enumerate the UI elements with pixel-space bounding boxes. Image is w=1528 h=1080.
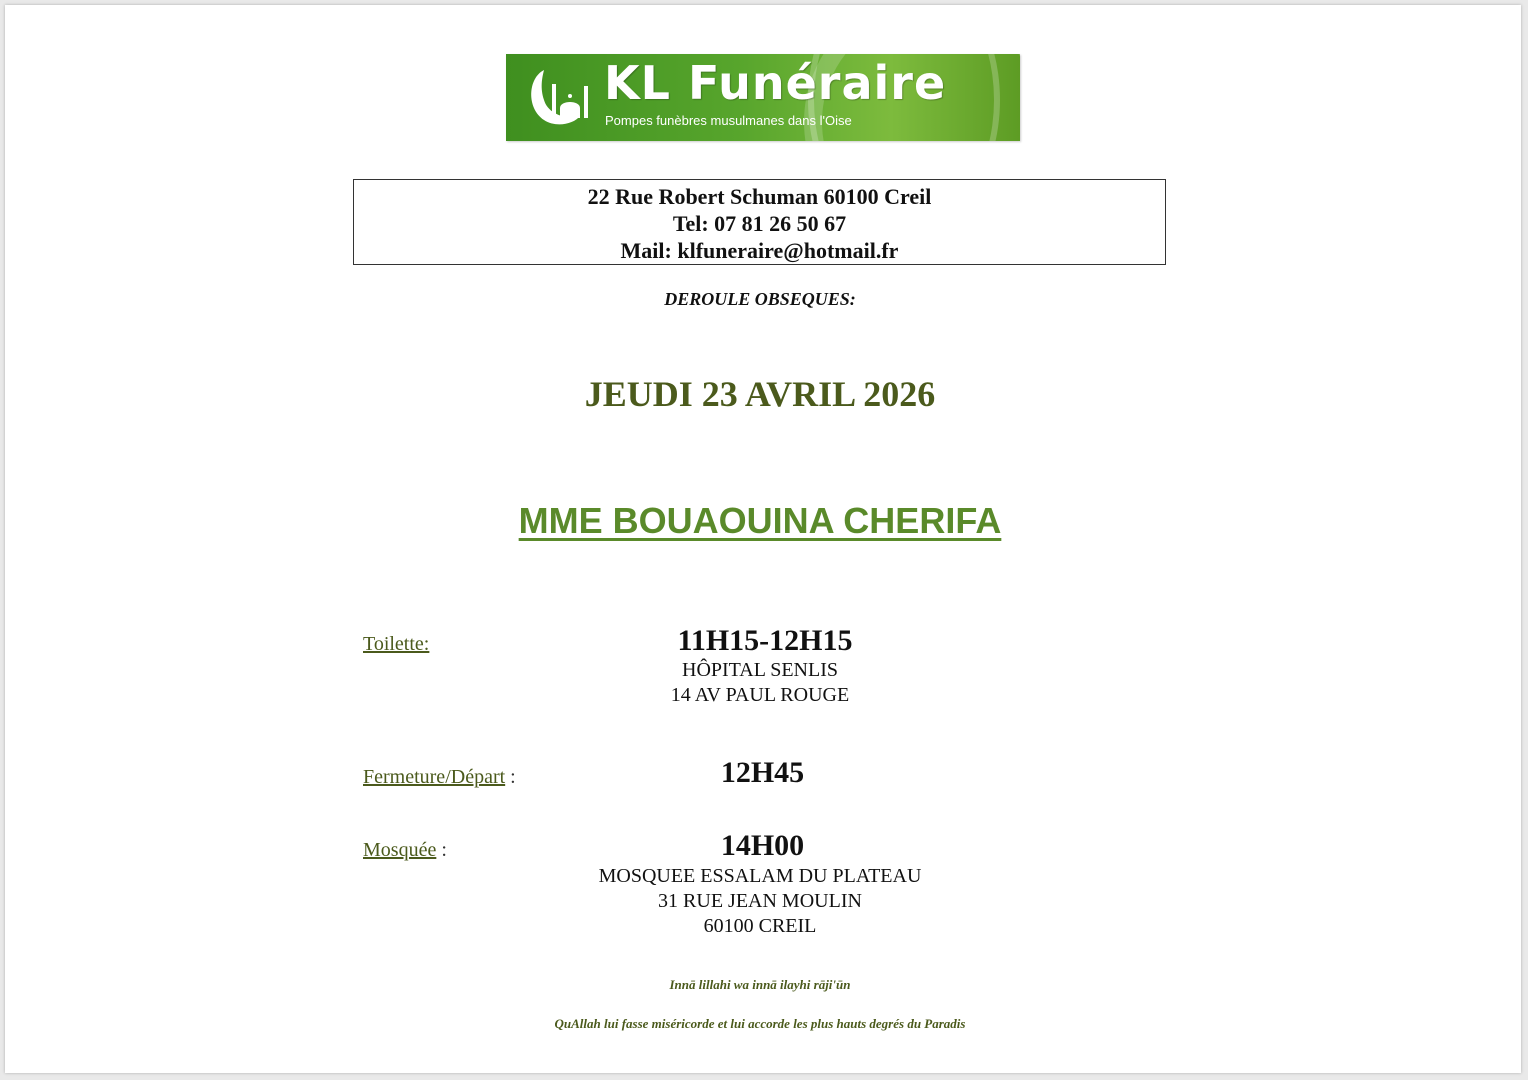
toilette-address: 14 AV PAUL ROUGE xyxy=(670,684,850,706)
mosquee-address: 31 RUE JEAN MOULIN xyxy=(658,890,862,912)
mosquee-city: 60100 CREIL xyxy=(703,915,817,937)
fermeture-label-text: Fermeture/Départ xyxy=(363,766,506,788)
logo-title: KL Funéraire xyxy=(604,56,947,110)
fermeture-label xyxy=(363,766,516,789)
crescent-mosque-icon xyxy=(522,62,602,132)
fermeture-time: 12H45 xyxy=(720,756,805,789)
mosquee-label-text: Mosquée xyxy=(363,839,437,861)
fermeture-label-colon: : xyxy=(505,766,516,788)
contact-box xyxy=(353,179,1166,265)
contact-mail: Mail: klfuneraire@hotmail.fr xyxy=(620,238,899,263)
section-heading: DEROULE OBSEQUES: xyxy=(664,289,856,309)
kl-funeraire-logo xyxy=(506,54,1020,141)
document-page xyxy=(5,5,1521,1073)
toilette-place: HÔPITAL SENLIS xyxy=(682,659,838,681)
blessing-line: QuAllah lui fasse miséricorde et lui accorde les plus hauts degrés du Paradis xyxy=(554,1016,966,1031)
mosquee-time: 14H00 xyxy=(720,829,805,862)
logo-tagline: Pompes funèbres musulmanes dans l'Oise xyxy=(605,113,852,128)
toilette-label xyxy=(363,633,429,656)
mosquee-label xyxy=(363,839,447,862)
toilette-label-text: Toilette: xyxy=(363,633,430,655)
mosquee-label-colon: : xyxy=(436,839,447,861)
toilette-time: 11H15-12H15 xyxy=(677,624,853,657)
prayer-line: Innā lillahi wa innā ilayhi rāji'ūn xyxy=(669,977,851,992)
deceased-name: MME BOUAOUINA CHERIFA xyxy=(518,500,1002,541)
ceremony-date: JEUDI 23 AVRIL 2026 xyxy=(584,374,936,414)
contact-address: 22 Rue Robert Schuman 60100 Creil xyxy=(587,184,932,209)
mosquee-place: MOSQUEE ESSALAM DU PLATEAU xyxy=(598,865,922,887)
contact-tel: Tel: 07 81 26 50 67 xyxy=(672,211,847,236)
